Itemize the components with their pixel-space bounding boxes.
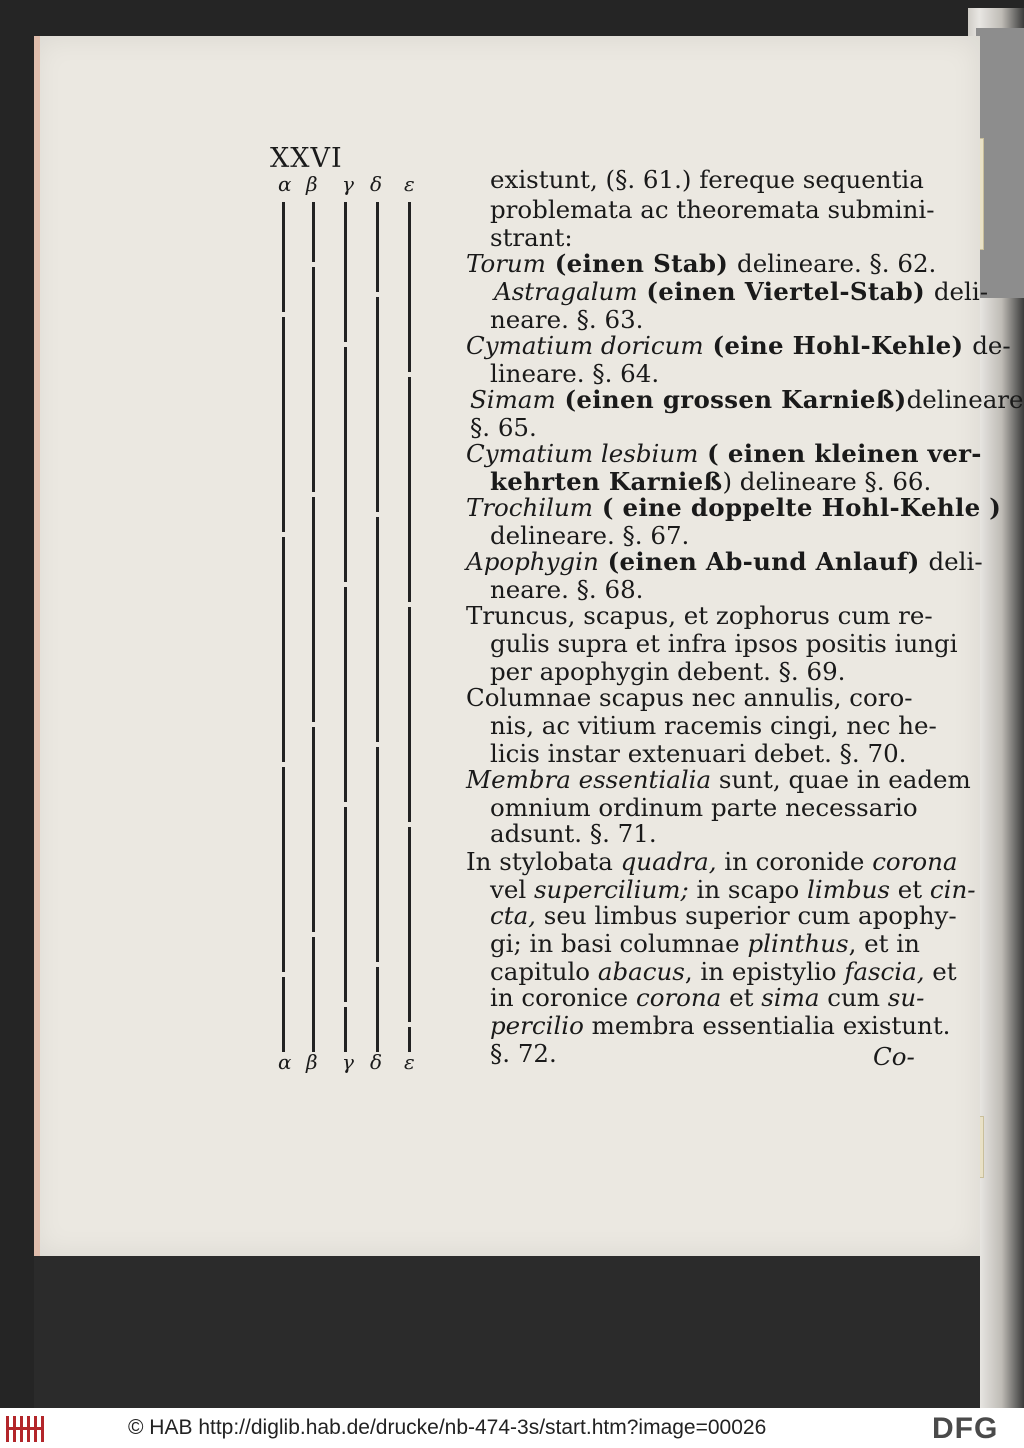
page-number: XXVI bbox=[270, 143, 343, 174]
page-edge bbox=[34, 36, 40, 1256]
profile-line-delta bbox=[376, 202, 379, 1052]
text-run: In stylobata bbox=[466, 847, 621, 876]
text-run: corona bbox=[635, 983, 722, 1012]
library-logo-icon bbox=[6, 1416, 44, 1442]
text-line bbox=[490, 740, 906, 767]
text-run: Columnae scapus nec annulis, coro- bbox=[466, 683, 913, 712]
text-line bbox=[490, 958, 957, 985]
text-run: §. 72. bbox=[490, 1039, 557, 1068]
text-run: capitulo bbox=[490, 957, 598, 986]
text-run: supercilium; bbox=[533, 875, 689, 904]
label-beta: β bbox=[306, 172, 318, 196]
text-line bbox=[466, 440, 982, 467]
text-line bbox=[490, 522, 689, 549]
text-line bbox=[490, 224, 573, 251]
text-run: ) delineare §. 66. bbox=[722, 467, 932, 496]
text-run: neare. §. 68. bbox=[490, 575, 644, 604]
text-line bbox=[494, 278, 988, 305]
text-run: (eine Hohl-Kehle) bbox=[703, 331, 973, 360]
text-line bbox=[466, 494, 1001, 521]
text-run: de- bbox=[972, 331, 1011, 360]
text-run: membra essentialia existunt. bbox=[583, 1011, 951, 1040]
text-run: abacus bbox=[597, 957, 685, 986]
profile-line-epsilon bbox=[408, 202, 411, 1052]
text-run: neare. §. 63. bbox=[490, 305, 644, 334]
label-delta: δ bbox=[370, 172, 383, 196]
dfg-logo: DFG bbox=[932, 1412, 999, 1445]
text-run: Apophygin bbox=[466, 547, 599, 576]
text-run: adsunt. §. 71. bbox=[490, 819, 657, 848]
profile-line-alpha bbox=[282, 202, 285, 1052]
text-run: (einen Stab) bbox=[545, 249, 738, 278]
text-run: delineare. §. 67. bbox=[490, 521, 690, 550]
text-line bbox=[490, 902, 957, 929]
text-run: quadra, bbox=[620, 847, 717, 876]
catchword: Co- bbox=[873, 1042, 915, 1071]
footer-bar bbox=[0, 1408, 1024, 1448]
text-run: percilio bbox=[490, 1011, 584, 1040]
text-line bbox=[470, 386, 1024, 413]
text-run: et bbox=[924, 957, 957, 986]
text-run: in coronide bbox=[716, 847, 873, 876]
label-epsilon: ε bbox=[404, 1050, 415, 1074]
text-run: kehrten Karnieß bbox=[490, 467, 723, 496]
text-line bbox=[466, 684, 913, 711]
text-run: existunt, (§. 61.) fereque sequentia bbox=[490, 165, 924, 194]
text-line bbox=[490, 306, 643, 333]
text-run: §. 65. bbox=[470, 413, 537, 442]
text-run: sima bbox=[761, 983, 820, 1012]
label-gamma: γ bbox=[342, 172, 354, 196]
text-line bbox=[466, 848, 958, 875]
text-run: delineare bbox=[906, 385, 1024, 414]
text-run: limbus bbox=[807, 875, 890, 904]
text-run: per apophygin debent. §. 69. bbox=[490, 657, 846, 686]
text-run: deli- bbox=[928, 547, 983, 576]
text-run: nis, ac vitium racemis cingi, nec he- bbox=[490, 711, 937, 740]
profile-line-beta bbox=[312, 202, 315, 1052]
text-line bbox=[490, 712, 937, 739]
text-run: cum bbox=[819, 983, 888, 1012]
label-alpha: α bbox=[278, 172, 292, 196]
text-run: (einen Ab-und Anlauf) bbox=[598, 547, 929, 576]
label-alpha: α bbox=[278, 1050, 292, 1074]
text-run: strant: bbox=[490, 223, 573, 252]
text-run: deli- bbox=[933, 277, 988, 306]
label-epsilon: ε bbox=[404, 172, 415, 196]
text-line bbox=[466, 332, 1011, 359]
text-run: seu limbus superior cum apophy- bbox=[535, 901, 957, 930]
profile-line-gamma bbox=[344, 202, 347, 1052]
label-delta: δ bbox=[370, 1050, 383, 1074]
text-line bbox=[490, 930, 920, 957]
text-run: gulis supra et infra ipsos positis iungi bbox=[490, 629, 958, 658]
text-run: Simam bbox=[470, 385, 556, 414]
label-gamma: γ bbox=[342, 1050, 354, 1074]
text-run: omnium ordinum parte necessario bbox=[490, 793, 918, 822]
text-line bbox=[490, 576, 643, 603]
text-run: sunt, quae in eadem bbox=[711, 765, 971, 794]
attribution-link[interactable]: © HAB http://diglib.hab.de/drucke/nb-474-3s/start.htm?image=00026 bbox=[128, 1416, 767, 1439]
text-run: lineare. §. 64. bbox=[490, 359, 660, 388]
text-run: Truncus, scapus, et zophorus cum re- bbox=[466, 601, 933, 630]
text-line bbox=[490, 166, 924, 193]
text-line bbox=[490, 630, 958, 657]
text-run: licis instar extenuari debet. §. 70. bbox=[490, 739, 907, 768]
text-run: , et in bbox=[848, 929, 920, 958]
text-run: Cymatium lesbium bbox=[466, 439, 699, 468]
text-line bbox=[490, 1040, 557, 1067]
text-run: su- bbox=[887, 983, 925, 1012]
text-run: ( eine doppelte Hohl-Kehle ) bbox=[593, 493, 1002, 522]
text-run: delineare. §. 62. bbox=[737, 249, 937, 278]
text-line bbox=[490, 468, 931, 495]
text-line bbox=[490, 820, 657, 847]
text-run: (einen grossen Karnieß) bbox=[555, 385, 907, 414]
text-line bbox=[490, 1012, 950, 1039]
label-beta: β bbox=[306, 1050, 318, 1074]
text-run: Astragalum bbox=[494, 277, 638, 306]
text-run: gi; in basi columnae bbox=[490, 929, 748, 958]
text-run: in scapo bbox=[688, 875, 808, 904]
text-run: ( einen kleinen ver- bbox=[698, 439, 982, 468]
text-run: cin- bbox=[929, 875, 976, 904]
text-line bbox=[466, 250, 936, 277]
text-line bbox=[490, 196, 935, 223]
text-run: fascia, bbox=[844, 957, 925, 986]
text-line bbox=[490, 794, 918, 821]
text-line bbox=[490, 658, 845, 685]
text-run: corona bbox=[872, 847, 958, 876]
text-run: Torum bbox=[466, 249, 546, 278]
text-run: Membra essentialia bbox=[466, 765, 712, 794]
column-labels-bottom bbox=[272, 1050, 422, 1076]
text-line bbox=[466, 548, 983, 575]
text-run: (einen Viertel-Stab) bbox=[637, 277, 934, 306]
text-line bbox=[466, 766, 971, 793]
text-run: Cymatium doricum bbox=[466, 331, 704, 360]
text-run: in coronice bbox=[490, 983, 636, 1012]
text-run: et bbox=[721, 983, 762, 1012]
text-run: Trochilum bbox=[466, 493, 593, 522]
text-run: et bbox=[890, 875, 930, 904]
scan-bottom-area bbox=[34, 1256, 980, 1408]
text-run: cta, bbox=[490, 901, 536, 930]
text-run: vel bbox=[490, 875, 534, 904]
text-run: problemata ac theoremata submini- bbox=[490, 195, 935, 224]
text-run: plinthus bbox=[747, 929, 849, 958]
text-line bbox=[470, 414, 537, 441]
text-line bbox=[466, 602, 933, 629]
text-run: , in epistylio bbox=[684, 957, 845, 986]
text-line bbox=[490, 876, 976, 903]
text-line bbox=[490, 984, 924, 1011]
column-labels-top bbox=[272, 172, 422, 198]
text-line bbox=[490, 360, 659, 387]
